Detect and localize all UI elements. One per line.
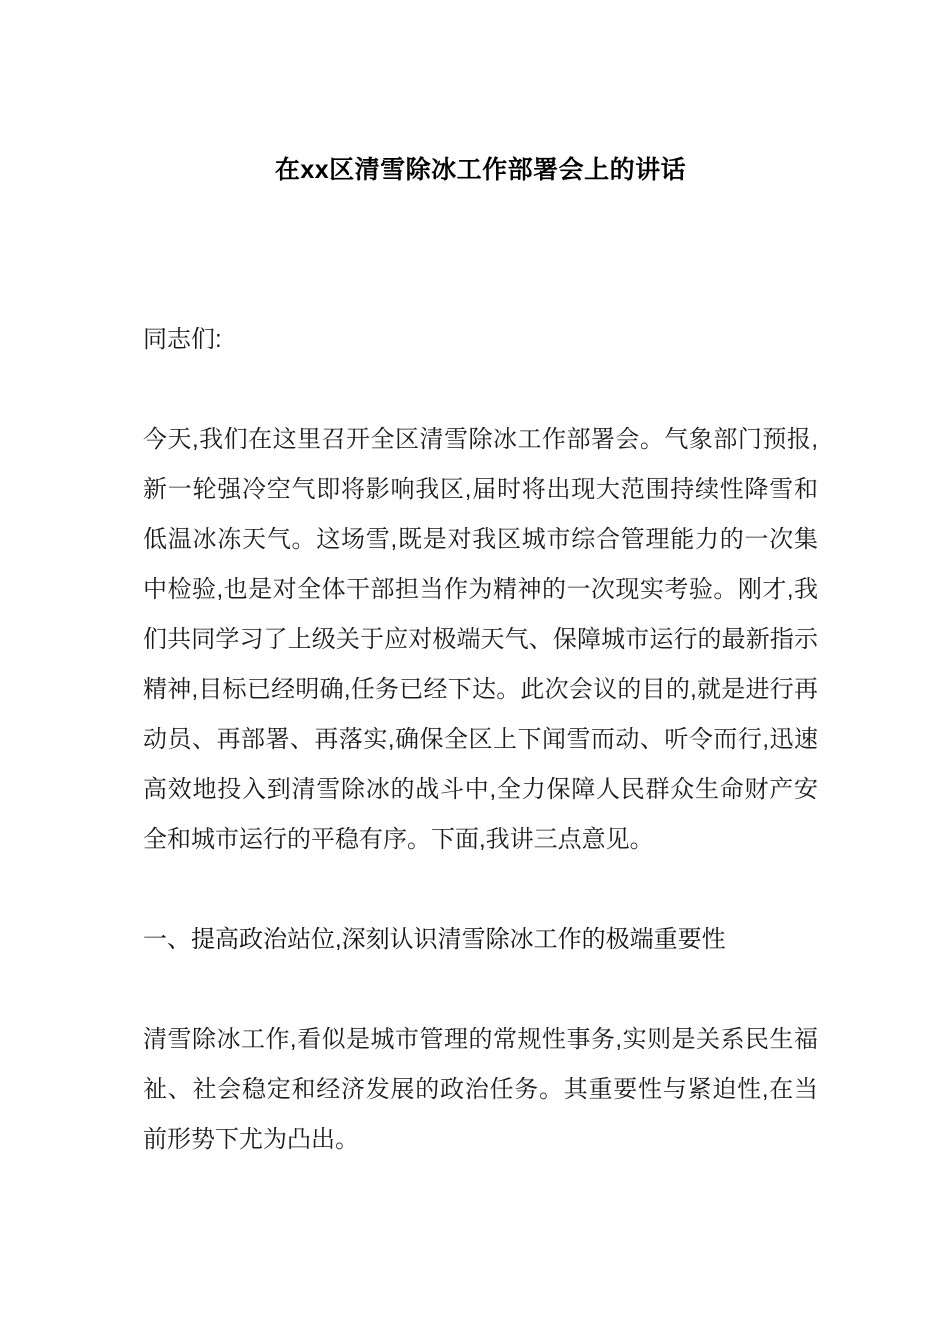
section-heading-1: 一、提高政治站位,深刻认识清雪除冰工作的极端重要性 (143, 926, 726, 953)
salutation: 同志们: (143, 326, 222, 353)
paragraph-section-1-intro: 清雪除冰工作,看似是城市管理的常规性事务,实则是关系民生福祉、社会稳定和经济发展的政治任务。其重要性与紧迫性,在当前形势下尤为凸出。 (143, 1026, 818, 1153)
document-title: 在xx区清雪除冰工作部署会上的讲话 (274, 156, 687, 184)
paragraph-opening: 今天,我们在这里召开全区清雪除冰工作部署会。气象部门预报,新一轮强冷空气即将影响我区,届时将出现大范围持续性降雪和低温冰冻天气。这场雪,既是对我区城市综合管理能力的一次集中检验,也是对全体干部担当作为精神的一次现实考验。刚才,我们共同学习了上级关于应对极端天气、保障城市运行的最新指示精神,目标已经明确,任务已经下达。此次会议的目的,就是进行再动员、再部署、再落实,确保全区上下闻雪而动、听令而行,迅速高效地投入到清雪除冰的战斗中,全力保障人民群众生命财产安全和城市运行的平稳有序。下面,我讲三点意见。 (143, 426, 818, 853)
